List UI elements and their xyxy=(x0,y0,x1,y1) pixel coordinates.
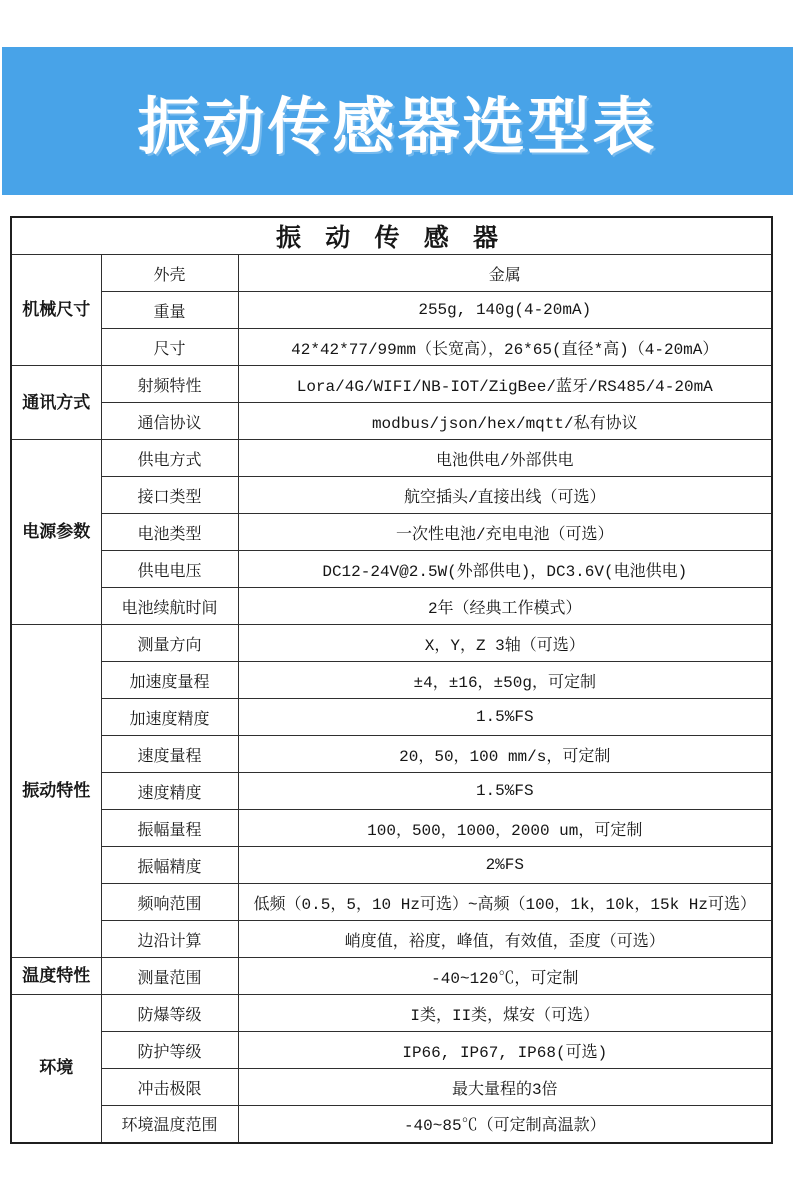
spec-label: 电池续航时间 xyxy=(101,588,238,625)
table-row xyxy=(11,551,772,588)
spec-value: 一次性电池/充电电池（可选） xyxy=(238,514,772,551)
table-row xyxy=(11,773,772,810)
spec-label: 速度精度 xyxy=(101,773,238,810)
table-row xyxy=(11,366,772,403)
spec-value: Lora/4G/WIFI/NB-IOT/ZigBee/蓝牙/RS485/4-20mA xyxy=(238,366,772,403)
spec-value: -40~85℃（可定制高温款） xyxy=(238,1106,772,1143)
table-row xyxy=(11,1032,772,1069)
spec-label: 供电电压 xyxy=(101,551,238,588)
spec-label: 测量方向 xyxy=(101,625,238,662)
spec-value: 1.5%FS xyxy=(238,699,772,736)
spec-value: 电池供电/外部供电 xyxy=(238,440,772,477)
table-row xyxy=(11,255,772,292)
spec-label: 重量 xyxy=(101,292,238,329)
spec-value: X，Y，Z 3轴（可选） xyxy=(238,625,772,662)
spec-label: 尺寸 xyxy=(101,329,238,366)
spec-label: 振幅量程 xyxy=(101,810,238,847)
spec-label: 振幅精度 xyxy=(101,847,238,884)
table-row xyxy=(11,477,772,514)
category-cell-temperature: 温度特性 xyxy=(11,958,101,995)
spec-label: 测量范围 xyxy=(101,958,238,995)
spec-table xyxy=(10,216,773,1144)
spec-label: 环境温度范围 xyxy=(101,1106,238,1143)
spec-label: 供电方式 xyxy=(101,440,238,477)
table-row xyxy=(11,625,772,662)
spec-value: IP66, IP67, IP68(可选) xyxy=(238,1032,772,1069)
spec-value: 100，500，1000，2000 um，可定制 xyxy=(238,810,772,847)
spec-label: 冲击极限 xyxy=(101,1069,238,1106)
table-row xyxy=(11,329,772,366)
table-row xyxy=(11,810,772,847)
spec-value: ±4，±16，±50g，可定制 xyxy=(238,662,772,699)
spec-value: 2%FS xyxy=(238,847,772,884)
table-row xyxy=(11,884,772,921)
table-row xyxy=(11,921,772,958)
table-row xyxy=(11,699,772,736)
spec-value: 峭度值，裕度，峰值，有效值，歪度（可选） xyxy=(238,921,772,958)
spec-label: 加速度量程 xyxy=(101,662,238,699)
spec-value: DC12-24V@2.5W(外部供电)，DC3.6V(电池供电) xyxy=(238,551,772,588)
banner xyxy=(2,47,793,195)
spec-label: 电池类型 xyxy=(101,514,238,551)
table-row xyxy=(11,1069,772,1106)
spec-value: I类，II类，煤安（可选） xyxy=(238,995,772,1032)
spec-label: 外壳 xyxy=(101,255,238,292)
spec-label: 防爆等级 xyxy=(101,995,238,1032)
spec-value: 255g, 140g(4-20mA) xyxy=(238,292,772,329)
table-row xyxy=(11,995,772,1032)
spec-label: 边沿计算 xyxy=(101,921,238,958)
spec-value: modbus/json/hex/mqtt/私有协议 xyxy=(238,403,772,440)
table-row xyxy=(11,588,772,625)
category-cell-environment: 环境 xyxy=(11,995,101,1143)
table-row xyxy=(11,958,772,995)
spec-value: -40~120℃，可定制 xyxy=(238,958,772,995)
spec-label: 通信协议 xyxy=(101,403,238,440)
spec-label: 射频特性 xyxy=(101,366,238,403)
spec-label: 频响范围 xyxy=(101,884,238,921)
spec-value: 1.5%FS xyxy=(238,773,772,810)
table-row xyxy=(11,1106,772,1143)
table-row xyxy=(11,292,772,329)
table-header-row xyxy=(11,217,772,255)
category-cell-mechanical: 机械尺寸 xyxy=(11,255,101,366)
category-cell-communication: 通讯方式 xyxy=(11,366,101,440)
table-row xyxy=(11,403,772,440)
table-row xyxy=(11,514,772,551)
banner-title: 振动传感器选型表 xyxy=(137,92,658,162)
spec-label: 速度量程 xyxy=(101,736,238,773)
spec-label: 防护等级 xyxy=(101,1032,238,1069)
table-title: 振 动 传 感 器 xyxy=(11,217,772,255)
spec-value: 金属 xyxy=(238,255,772,292)
spec-value: 航空插头/直接出线（可选） xyxy=(238,477,772,514)
table-row xyxy=(11,662,772,699)
spec-label: 接口类型 xyxy=(101,477,238,514)
spec-label: 加速度精度 xyxy=(101,699,238,736)
spec-value: 20，50，100 mm/s，可定制 xyxy=(238,736,772,773)
spec-value: 2年（经典工作模式） xyxy=(238,588,772,625)
spec-value: 最大量程的3倍 xyxy=(238,1069,772,1106)
spec-value: 42*42*77/99mm（长宽高），26*65(直径*高)（4-20mA） xyxy=(238,329,772,366)
table-row xyxy=(11,847,772,884)
category-cell-power: 电源参数 xyxy=(11,440,101,625)
table-row xyxy=(11,736,772,773)
table-row xyxy=(11,440,772,477)
spec-value: 低频（0.5，5，10 Hz可选）~高频（100，1k，10k，15k Hz可选） xyxy=(238,884,772,921)
category-cell-vibration: 振动特性 xyxy=(11,625,101,958)
